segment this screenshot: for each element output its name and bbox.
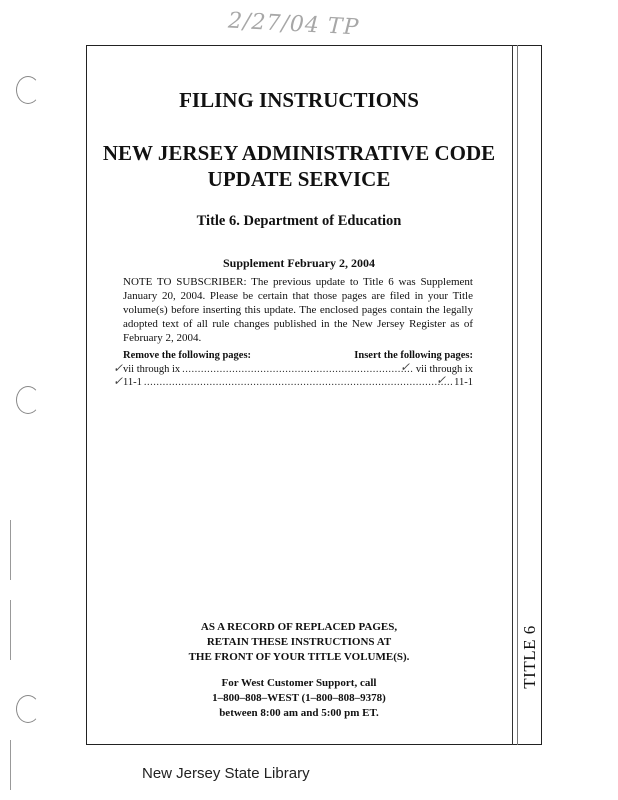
remove-pages-header: Remove the following pages: [123,350,252,361]
scan-edge-mark [10,520,11,580]
code-title-line-1: NEW JERSEY ADMINISTRATIVE CODE [102,141,496,165]
title-tab-label: TITLE 6 [520,625,539,689]
support-phone: 1–800–808–WEST (1–800–808–9378) [212,692,386,704]
tab-divider-line [512,45,513,745]
checkmark-icon: ✓ [113,374,124,388]
checkmark-icon: ✓ [113,361,124,375]
remove-page-range: 11-1 [123,377,142,388]
binder-hole-top [16,76,40,104]
filing-instructions-heading: FILING INSTRUCTIONS [179,88,419,112]
title-section-heading: Title 6. Department of Education [196,213,402,229]
record-line-2: RETAIN THESE INSTRUCTIONS AT [206,636,392,648]
checkmark-icon: ✓ [436,373,447,387]
page-row [123,377,473,390]
support-hours: between 8:00 am and 5:00 pm ET. [219,707,379,719]
record-line-3: THE FRONT OF YOUR TITLE VOLUME(S). [188,651,410,663]
dot-leader [182,364,414,375]
scan-edge-mark [10,600,11,660]
code-title-line-2: UPDATE SERVICE [207,167,391,191]
binder-hole-middle [16,386,40,414]
subscriber-note: NOTE TO SUBSCRIBER: The previous update to Title 6 was Supplement January 20, 2004. Please be certain that those pages are filed in your Title volume(s) before inserting this update. The enclosed pages contain the legally adopted text of all rule changes published in the New Jersey Register as of February 2, 2004. [123,276,473,344]
page-row [123,364,473,377]
insert-page-range: vii through ix [415,364,473,375]
code-title-heading [86,140,512,192]
binder-hole-bottom [16,695,40,723]
remove-page-range: vii through ix [123,364,181,375]
insert-pages-header: Insert the following pages: [354,350,473,361]
support-line-1: For West Customer Support, call [221,677,377,689]
record-line-1: AS A RECORD OF REPLACED PAGES, [200,621,398,633]
supplement-date: Supplement February 2, 2004 [222,256,375,270]
dot-leader [144,377,452,388]
insert-page-range: 11-1 [454,377,473,388]
record-retention-notice [86,620,512,665]
library-stamp: New Jersey State Library [142,765,310,782]
customer-support-info [86,676,512,721]
handwritten-date-note: 2/27/04 TP [227,8,360,41]
checkmark-icon: ✓ [400,360,411,374]
scan-edge-mark [10,740,11,790]
